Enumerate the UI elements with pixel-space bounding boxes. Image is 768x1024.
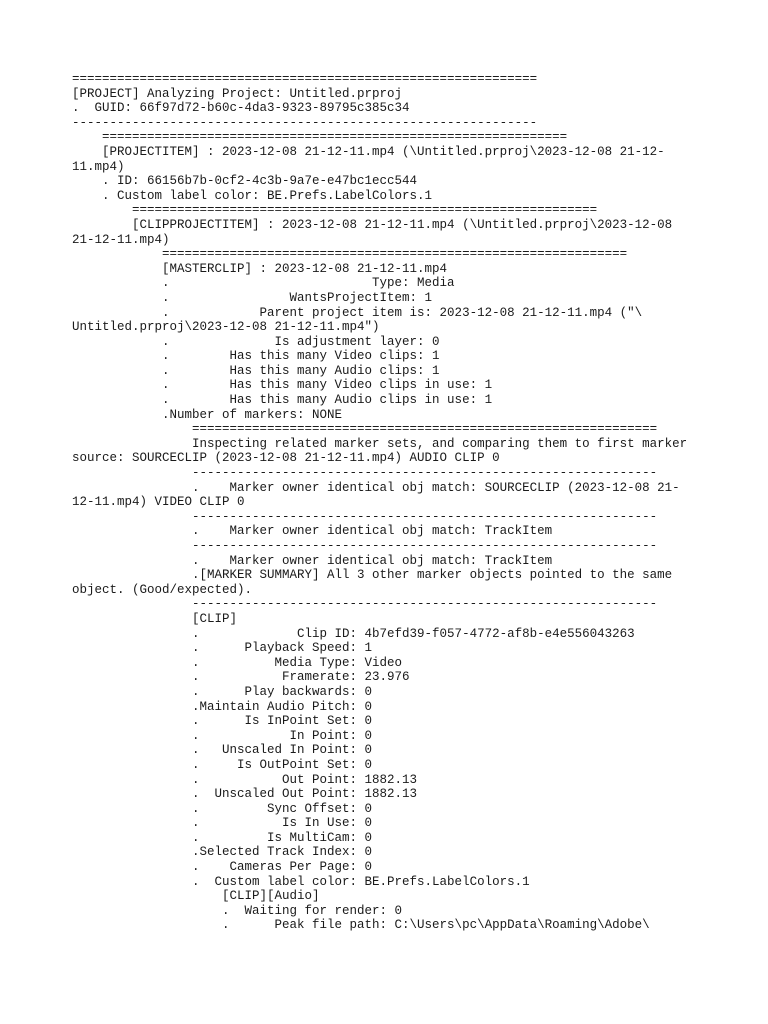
text-line: . Is In Use: 0 xyxy=(72,816,373,831)
text-line: . Is adjustment layer: 0 xyxy=(72,334,440,349)
text-line: . Is MultiCam: 0 xyxy=(72,830,373,845)
text-line: . Unscaled In Point: 0 xyxy=(72,743,373,758)
text-line: . Parent project item is: 2023-12-08 21-12-11.mp4 ("\ xyxy=(72,305,643,320)
text-line: object. (Good/expected). xyxy=(72,582,253,597)
text-line: .Maintain Audio Pitch: 0 xyxy=(72,699,373,714)
text-line: . Marker owner identical obj match: TrackItem xyxy=(72,553,553,568)
text-line: ============================================================== xyxy=(72,247,628,262)
text-line: . Framerate: 23.976 xyxy=(72,670,410,685)
text-line: [CLIP] xyxy=(72,611,238,626)
text-line: . Has this many Audio clips: 1 xyxy=(72,363,440,378)
text-line: .Number of markers: NONE xyxy=(72,407,343,422)
text-line: . Has this many Video clips: 1 xyxy=(72,349,440,364)
text-line: . Marker owner identical obj match: TrackItem xyxy=(72,524,553,539)
text-line: [CLIPPROJECTITEM] : 2023-12-08 21-12-11.mp4 (\Untitled.prproj\2023-12-08 xyxy=(72,217,673,232)
text-line: -------------------------------------------------------------- xyxy=(72,509,658,524)
text-line: [CLIP][Audio] xyxy=(72,889,320,904)
text-line: [MASTERCLIP] : 2023-12-08 21-12-11.mp4 xyxy=(72,261,448,276)
text-line: Untitled.prproj\2023-12-08 21-12-11.mp4") xyxy=(72,320,380,335)
text-line: . Marker owner identical obj match: SOURCECLIP (2023-12-08 21- xyxy=(72,480,680,495)
text-line: . Cameras Per Page: 0 xyxy=(72,860,373,875)
text-line: . Waiting for render: 0 xyxy=(72,903,403,918)
text-line: . In Point: 0 xyxy=(72,728,373,743)
text-line: [PROJECTITEM] : 2023-12-08 21-12-11.mp4 (\Untitled.prproj\2023-12-08 21-12- xyxy=(72,144,665,159)
text-line: . Has this many Video clips in use: 1 xyxy=(72,378,493,393)
text-line: ============================================================== xyxy=(72,72,538,86)
text-line: . Custom label color: BE.Prefs.LabelColors.1 xyxy=(72,874,530,889)
text-line: 21-12-11.mp4) xyxy=(72,232,170,247)
text-line: 11.mp4) xyxy=(72,159,125,174)
text-line: . WantsProjectItem: 1 xyxy=(72,290,433,305)
text-line: . Type: Media xyxy=(72,276,455,291)
text-line: . Has this many Audio clips in use: 1 xyxy=(72,393,493,408)
text-line: ============================================================== xyxy=(72,422,658,437)
text-line: . ID: 66156b7b-0cf2-4c3b-9a7e-e47bc1ecc544 xyxy=(72,174,418,189)
text-line: . GUID: 66f97d72-b60c-4da3-9323-89795c385c34 xyxy=(72,101,410,116)
text-line: -------------------------------------------------------------- xyxy=(72,539,658,553)
text-line: -------------------------------------------------------------- xyxy=(72,597,658,612)
text-line: . Is OutPoint Set: 0 xyxy=(72,757,373,772)
text-line: . Sync Offset: 0 xyxy=(72,801,373,816)
text-line: -------------------------------------------------------------- xyxy=(72,115,538,130)
text-line: . Unscaled Out Point: 1882.13 xyxy=(72,787,418,802)
text-line: . Media Type: Video xyxy=(72,655,403,670)
text-line: .Selected Track Index: 0 xyxy=(72,845,373,860)
text-line: . Clip ID: 4b7efd39-f057-4772-af8b-e4e556043263 xyxy=(72,626,635,641)
text-line: source: SOURCECLIP (2023-12-08 21-12-11.mp4) AUDIO CLIP 0 xyxy=(72,451,500,466)
text-line: ============================================================== xyxy=(72,203,598,218)
text-line: . Is InPoint Set: 0 xyxy=(72,714,373,729)
document-page xyxy=(72,72,692,933)
text-line: . Peak file path: C:\Users\pc\AppData\Roaming\Adobe\ xyxy=(72,918,650,933)
text-line: . Playback Speed: 1 xyxy=(72,641,373,656)
text-line: . Play backwards: 0 xyxy=(72,684,373,699)
text-line: . Custom label color: BE.Prefs.LabelColors.1 xyxy=(72,188,433,203)
text-line: . Out Point: 1882.13 xyxy=(72,772,418,787)
text-line: .[MARKER SUMMARY] All 3 other marker objects pointed to the same xyxy=(72,568,673,583)
text-line: [PROJECT] Analyzing Project: Untitled.prproj xyxy=(72,86,403,101)
text-line: Inspecting related marker sets, and comparing them to first marker xyxy=(72,436,688,451)
text-line: 12-11.mp4) VIDEO CLIP 0 xyxy=(72,495,245,510)
text-line: -------------------------------------------------------------- xyxy=(72,466,658,481)
text-line: ============================================================== xyxy=(72,130,568,145)
